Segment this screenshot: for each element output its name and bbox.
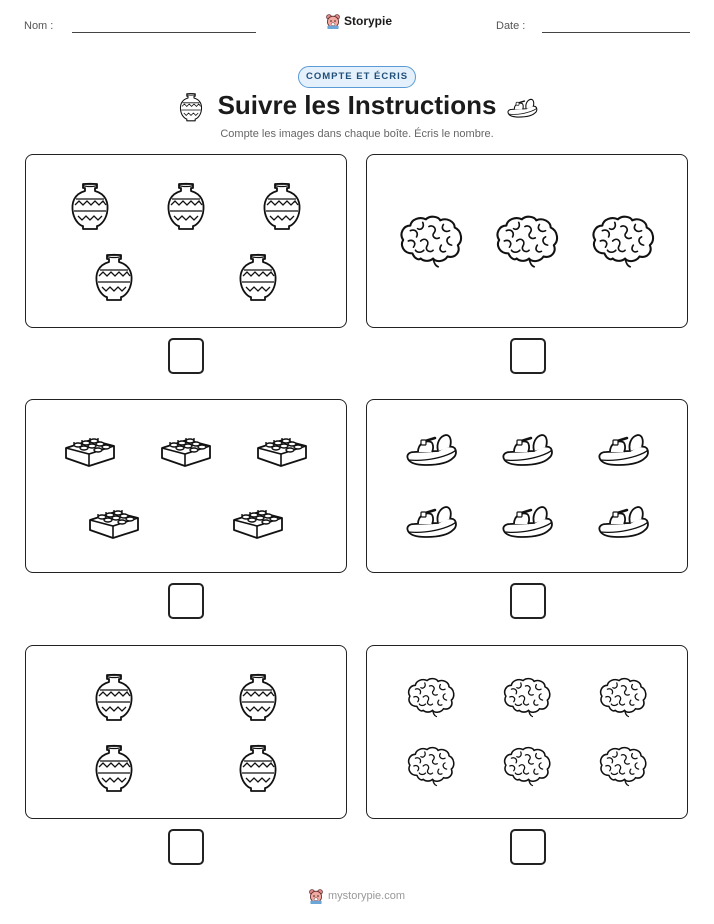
sandal-icon bbox=[500, 500, 554, 540]
instructions-text: Compte les images dans chaque boîte. Écris le nombre. bbox=[220, 128, 494, 140]
brain-icon bbox=[502, 745, 552, 787]
answer-box-4[interactable] bbox=[510, 583, 546, 619]
brain-icon bbox=[406, 745, 456, 787]
lego-brick-icon bbox=[87, 500, 141, 542]
exercise-panel-3 bbox=[25, 399, 347, 573]
lego-brick-icon bbox=[255, 428, 309, 470]
vase-icon bbox=[238, 672, 278, 722]
brain-icon bbox=[590, 214, 656, 268]
sandal-icon bbox=[596, 500, 650, 540]
date-label: Date : bbox=[496, 20, 526, 32]
exercise-panel-5 bbox=[25, 645, 347, 819]
brain-icon bbox=[502, 676, 552, 718]
answer-box-6[interactable] bbox=[510, 829, 546, 865]
brain-icon bbox=[406, 676, 456, 718]
brain-icon bbox=[598, 676, 648, 718]
brain-icon bbox=[494, 214, 560, 268]
footer-url[interactable]: mystorypie.com bbox=[328, 890, 406, 902]
lego-brick-icon bbox=[231, 500, 285, 542]
lego-brick-icon bbox=[63, 428, 117, 470]
sandal-icon bbox=[506, 95, 538, 119]
vase-icon bbox=[166, 181, 206, 231]
brand-name: Storypie bbox=[344, 14, 393, 28]
sandal-icon bbox=[404, 500, 458, 540]
vase-icon bbox=[94, 672, 134, 722]
vase-icon bbox=[262, 181, 302, 231]
footer bbox=[308, 888, 405, 904]
vase-icon bbox=[70, 181, 110, 231]
answer-box-2[interactable] bbox=[510, 338, 546, 374]
brain-icon bbox=[598, 745, 648, 787]
lego-brick-icon bbox=[159, 428, 213, 470]
brand-logo bbox=[325, 13, 392, 29]
category-badge: COMPTE ET ÉCRIS bbox=[298, 66, 416, 88]
vase-icon bbox=[238, 743, 278, 793]
page-title: Suivre les Instructions bbox=[217, 90, 497, 120]
name-label: Nom : bbox=[24, 20, 54, 32]
answer-box-5[interactable] bbox=[168, 829, 204, 865]
exercise-panel-4 bbox=[366, 399, 688, 573]
date-field-line[interactable] bbox=[542, 32, 690, 33]
vase-icon bbox=[94, 252, 134, 302]
answer-box-3[interactable] bbox=[168, 583, 204, 619]
brain-icon bbox=[398, 214, 464, 268]
sandal-icon bbox=[404, 428, 458, 468]
bear-mascot-icon bbox=[308, 888, 324, 904]
answer-box-1[interactable] bbox=[168, 338, 204, 374]
vase-icon bbox=[238, 252, 278, 302]
name-field-line[interactable] bbox=[72, 32, 256, 33]
vase-icon bbox=[94, 743, 134, 793]
bear-mascot-icon bbox=[325, 13, 341, 29]
sandal-icon bbox=[596, 428, 650, 468]
sandal-icon bbox=[500, 428, 554, 468]
exercise-panel-6 bbox=[366, 645, 688, 819]
